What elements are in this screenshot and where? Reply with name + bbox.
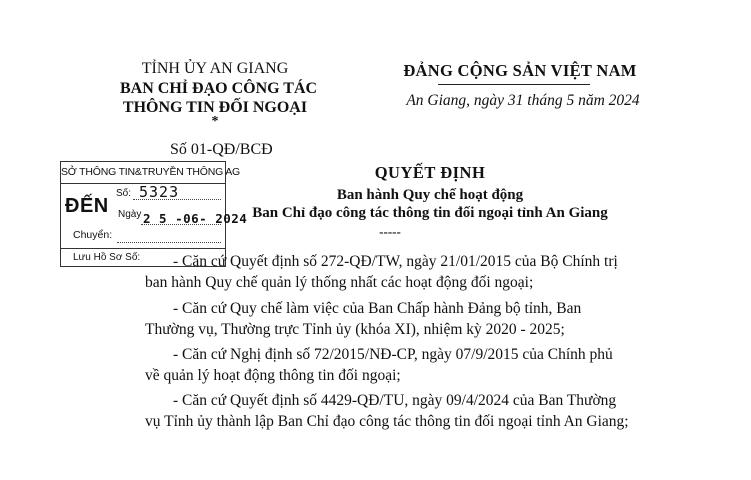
party-underline [438,84,590,85]
stamp-header: SỞ THÔNG TIN&TRUYỀN THÔNG AG [61,162,225,184]
title-separator: ----- [379,224,401,239]
paragraph-4-line-2: vụ Tỉnh ủy thành lập Ban Chỉ đạo công tác thông tin đối ngoại tỉnh An Giang; [145,413,629,430]
paragraph-4-line-1: - Căn cứ Quyết định số 4429-QĐ/TU, ngày 09/4/2024 của Ban Thường [173,392,617,409]
stamp-so-label: Số: [116,188,132,199]
stamp-ngay-value: 2 5 -06- 2024 [143,211,248,226]
issuing-body-line2: THÔNG TIN ĐỐI NGOẠI [122,99,308,116]
issuing-body-line1: BAN CHỈ ĐẠO CÔNG TÁC [120,80,318,97]
issuing-party-committee: TỈNH ỦY AN GIANG [141,60,289,77]
stamp-luuho-label: Lưu Hồ Sơ Số: [73,252,141,263]
paragraph-3-line-2: về quản lý hoạt động thông tin đối ngoại; [145,367,401,384]
stamp-chuyen-dotline [117,242,221,243]
paragraph-3-line-1: - Căn cứ Nghị định số 72/2015/NĐ-CP, ngày 07/9/2015 của Chính phủ [173,346,613,363]
stamp-so-value: 5323 [139,183,180,201]
document-title: QUYẾT ĐỊNH [374,163,486,182]
document-subtitle-line1: Ban hành Quy chế hoạt động [336,187,524,203]
stamp-den-label: ĐẾN [65,195,109,217]
header-star: * [211,114,219,129]
document-subtitle-line2: Ban Chỉ đạo công tác thông tin đối ngoại tỉnh An Giang [252,205,608,221]
stamp-divider [61,248,225,249]
document-number: Số 01-QĐ/BCĐ [170,141,273,158]
party-name: ĐẢNG CỘNG SẢN VIỆT NAM [403,61,637,80]
paragraph-1-line-1: - Căn cứ Quyết định số 272-QĐ/TW, ngày 21/01/2015 của Bộ Chính trị [173,253,618,270]
stamp-chuyen-label: Chuyển: [73,229,113,241]
paragraph-2-line-2: Thường vụ, Thường trực Tỉnh ủy (khóa XI), nhiệm kỳ 2020 - 2025; [145,321,565,338]
paragraph-1-line-2: ban hành Quy chế quản lý thống nhất các hoạt động đối ngoại; [145,274,534,291]
place-and-date: An Giang, ngày 31 tháng 5 năm 2024 [406,92,640,109]
stamp-ngay-label: Ngày [118,209,142,220]
paragraph-2-line-1: - Căn cứ Quy chế làm việc của Ban Chấp hành Đảng bộ tỉnh, Ban [173,300,582,317]
